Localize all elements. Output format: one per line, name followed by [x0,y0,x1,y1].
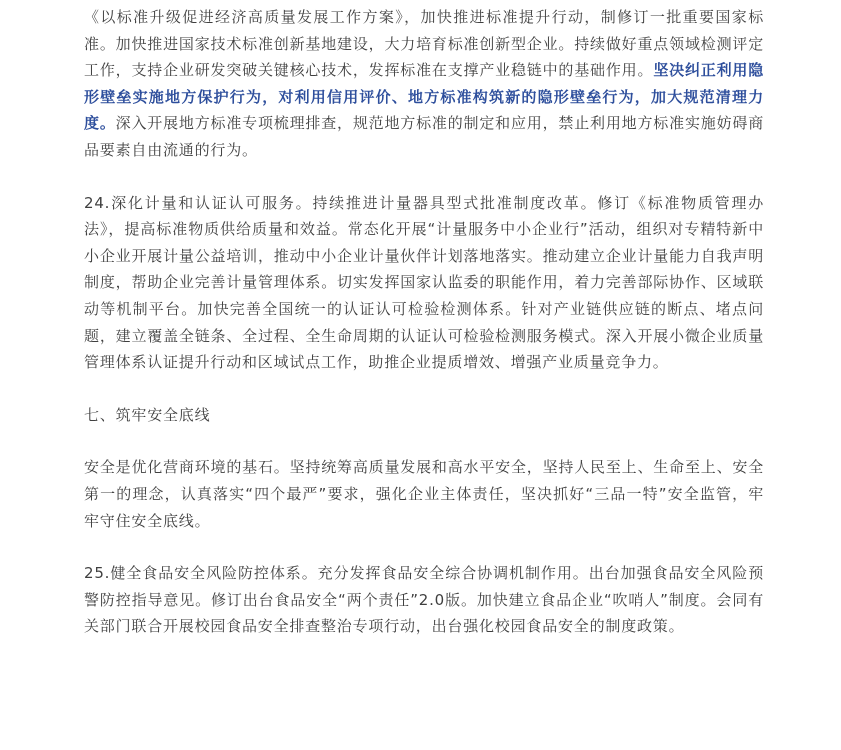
paragraph-standards [84,4,764,164]
paragraph-24-metrology: 24.深化计量和认证认可服务。持续推进计量器具型式批准制度改革。修订《标准物质管理办法》，提高标准物质供给质量和效益。常态化开展“计量服务中小企业行”活动，组织对专精特新中小企业开展计量公益培训，推动中小企业计量伙伴计划落地落实。推动建立企业计量能力自我声明制度，帮助企业完善计量管理体系。切实发挥国家认监委的职能作用，着力完善部际协作、区域联动等机制平台。加快完善全国统一的认证认可检验检测体系。针对产业链供应链的断点、堵点问题，建立覆盖全链条、全过程、全生命周期的认证认可检验检测服务模式。深入开展小微企业质量管理体系认证提升行动和区域试点工作，助推企业提质增效、增强产业质量竞争力。 [84,193,764,372]
article-body [84,4,764,640]
paragraph-25-food-safety: 25.健全食品安全风险防控体系。充分发挥食品安全综合协调机制作用。出台加强食品安全风险预警防控指导意见。修订出台食品安全“两个责任”2.0版。加快建立食品企业“吹哨人”制度。会同有关部门联合开展校园食品安全排查整治专项行动，出台强化校园食品安全的制度政策。 [84,564,764,636]
standards-text-continued: 深入开展地方标准专项梳理排查，规范地方标准的制定和应用，禁止利用地方标准实施妨碍商品要素自由流通的行为。 [84,114,764,159]
section-heading-7: 七、筑牢安全底线 [84,405,211,424]
emphasis-text: 坚决纠正利用隐形壁垒实施地方保护行为，对利用信用评价、地方标准构筑新的隐形壁垒行为，加大规范清理力度。 [84,61,764,133]
standards-text: 《以标准升级促进经济高质量发展工作方案》，加快推进标准提升行动，制修订一批重要国家标准。加快推进国家技术标准创新基地建设，大力培育标准创新型企业。持续做好重点领域检测评定工作，支持企业研发突破关键核心技术，发挥标准在支撑产业稳链中的基础作用。 [84,8,764,80]
paragraph-safety-intro: 安全是优化营商环境的基石。坚持统筹高质量发展和高水平安全，坚持人民至上、生命至上、安全第一的理念，认真落实“四个最严”要求，强化企业主体责任，坚决抓好“三品一特”安全监管，牢牢守住安全底线。 [84,458,764,530]
